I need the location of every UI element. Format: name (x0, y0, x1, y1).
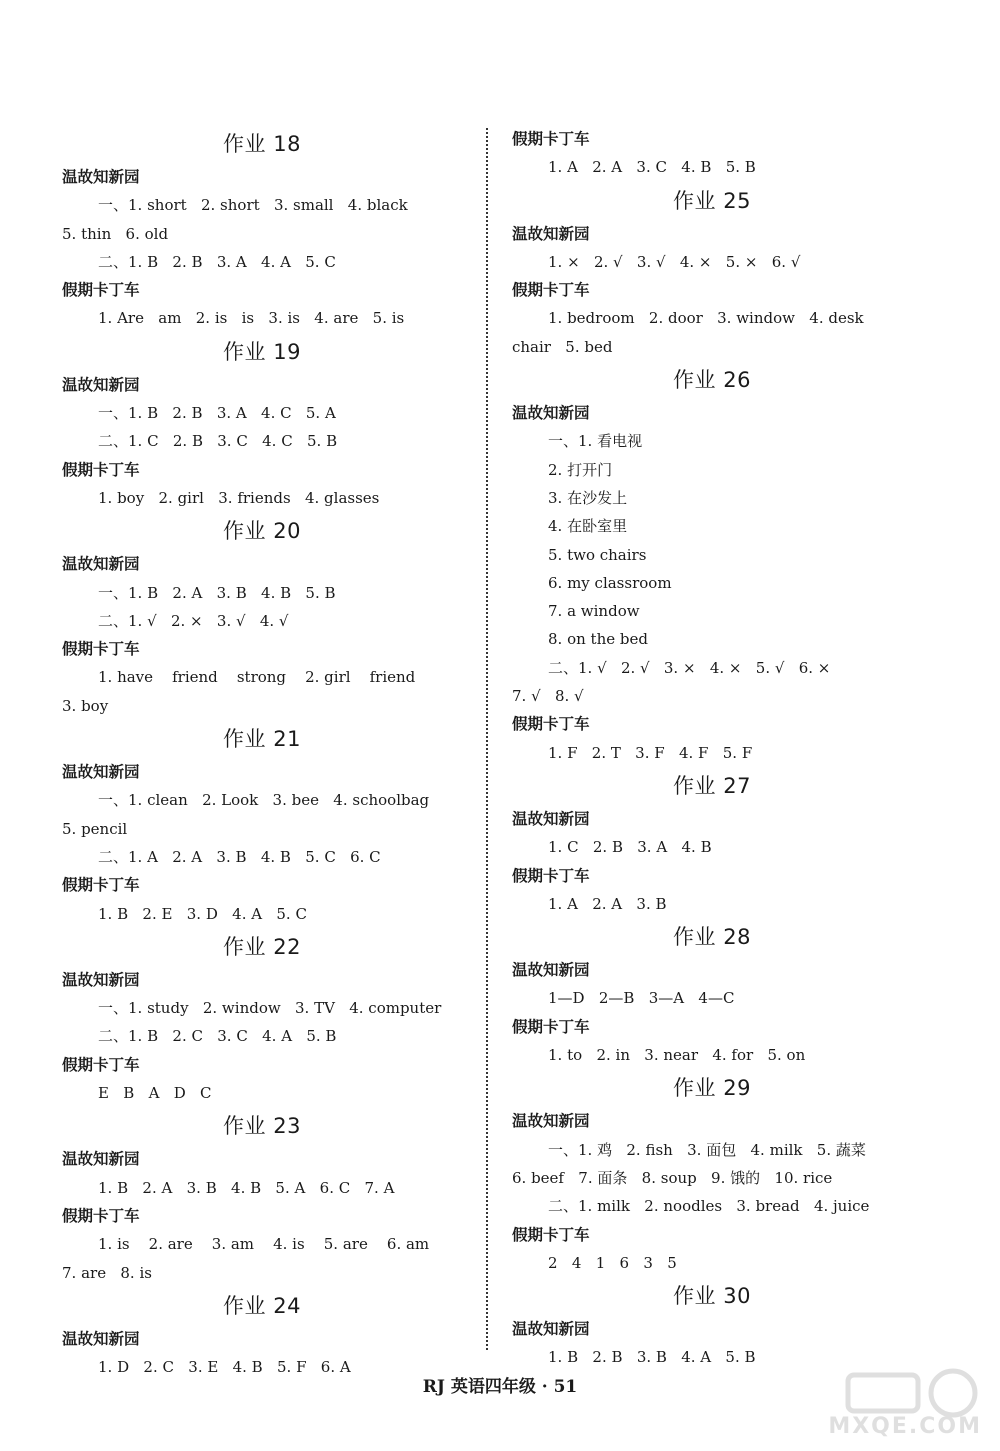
answer-line: 1. B 2. A 3. B 4. B 5. A 6. C 7. A (98, 1178, 395, 1197)
section-heading: 假期卡丁车 (512, 281, 590, 300)
answer-line: 1. A 2. A 3. B (548, 894, 667, 913)
answer-line: 1. D 2. C 3. E 4. B 5. F 6. A (98, 1358, 351, 1377)
answer-line: 1. Are am 2. is is 3. is 4. are 5. is (98, 309, 405, 328)
section-heading: 温故知新园 (62, 375, 140, 394)
answer-line: 二、1. B 2. B 3. A 4. A 5. C (98, 252, 336, 271)
section-heading: 假期卡丁车 (512, 1017, 590, 1036)
answer-line: 1. C 2. B 3. A 4. B (548, 838, 712, 857)
answer-line: 5. two chairs (548, 545, 647, 564)
section-heading: 假期卡丁车 (62, 460, 140, 479)
homework-title: 作业 22 (223, 934, 301, 959)
section-heading: 温故知新园 (512, 404, 590, 423)
watermark-text: MXQE.COM (828, 1414, 982, 1439)
section-heading: 假期卡丁车 (62, 1206, 140, 1225)
section-heading: 温故知新园 (62, 763, 140, 782)
right-column (512, 125, 912, 1372)
answer-line: 1. to 2. in 3. near 4. for 5. on (548, 1046, 806, 1065)
answer-line: 二、1. √ 2. × 3. √ 4. √ (98, 611, 289, 630)
answer-line: 7. are 8. is (62, 1263, 152, 1282)
answer-line: 8. on the bed (548, 630, 648, 649)
answer-line: 7. √ 8. √ (512, 687, 584, 706)
section-heading: 假期卡丁车 (512, 1225, 590, 1244)
answer-line: 1. bedroom 2. door 3. window 4. desk (548, 309, 864, 328)
answer-line: 二、1. B 2. C 3. C 4. A 5. B (98, 1027, 337, 1046)
answer-line: 5. thin 6. old (62, 224, 169, 243)
answer-line: 一、1. short 2. short 3. small 4. black (98, 196, 408, 215)
homework-title: 作业 24 (223, 1293, 301, 1318)
answer-line: E B A D C (98, 1084, 212, 1103)
section-heading: 温故知新园 (512, 1112, 590, 1131)
answer-line: 4. 在卧室里 (548, 517, 628, 536)
answer-line: 二、1. √ 2. √ 3. × 4. × 5. √ 6. × (548, 658, 831, 677)
answer-line: 二、1. C 2. B 3. C 4. C 5. B (98, 432, 338, 451)
page-footer: RJ 英语四年级 · 51 (422, 1377, 578, 1397)
answer-line: 一、1. study 2. window 3. TV 4. computer (98, 999, 442, 1018)
answer-line: 一、1. clean 2. Look 3. bee 4. schoolbag (98, 791, 430, 810)
answer-line: 7. a window (548, 602, 640, 621)
answer-line: 1. boy 2. girl 3. friends 4. glasses (98, 488, 380, 507)
section-heading: 假期卡丁车 (512, 130, 590, 148)
answer-line: 2. 打开门 (548, 460, 613, 479)
answer-line: 2 4 1 6 3 5 (548, 1253, 677, 1272)
homework-title: 作业 21 (223, 727, 301, 752)
answer-line: 二、1. A 2. A 3. B 4. B 5. C 6. C (98, 847, 381, 866)
section-heading: 温故知新园 (512, 809, 590, 828)
answer-line: 1. × 2. √ 3. √ 4. × 5. × 6. √ (548, 252, 801, 271)
section-heading: 假期卡丁车 (512, 715, 590, 734)
section-heading: 温故知新园 (62, 1150, 140, 1169)
answer-line: 一、1. 鸡 2. fish 3. 面包 4. milk 5. 蔬菜 (548, 1140, 866, 1159)
answer-line: 一、1. B 2. B 3. A 4. C 5. A (98, 404, 336, 423)
section-heading: 温故知新园 (62, 970, 140, 989)
answer-line: 1—D 2—B 3—A 4—C (548, 989, 735, 1008)
section-heading: 温故知新园 (512, 1320, 590, 1339)
homework-title: 作业 23 (223, 1114, 301, 1139)
answer-line: 二、1. milk 2. noodles 3. bread 4. juice (548, 1197, 870, 1216)
homework-title: 作业 30 (673, 1284, 751, 1309)
answer-line: 5. pencil (62, 819, 128, 838)
homework-title: 作业 19 (223, 339, 301, 364)
answer-line: chair 5. bed (512, 337, 613, 356)
homework-title: 作业 26 (673, 368, 751, 393)
section-heading: 温故知新园 (62, 168, 140, 186)
answer-line: 1. B 2. E 3. D 4. A 5. C (98, 904, 307, 923)
section-heading: 温故知新园 (62, 1329, 140, 1348)
section-heading: 假期卡丁车 (62, 281, 140, 300)
section-heading: 假期卡丁车 (62, 640, 140, 659)
homework-title: 作业 20 (223, 519, 301, 544)
answer-line: 1. B 2. B 3. B 4. A 5. B (548, 1348, 756, 1367)
answer-line: 6. beef 7. 面条 8. soup 9. 饿的 10. rice (512, 1168, 833, 1187)
section-heading: 温故知新园 (62, 555, 140, 574)
answer-line: 1. A 2. A 3. C 4. B 5. B (548, 158, 756, 177)
homework-title: 作业 28 (673, 925, 751, 950)
homework-title: 作业 27 (673, 773, 751, 798)
section-heading: 温故知新园 (512, 961, 590, 980)
section-heading: 假期卡丁车 (62, 1055, 140, 1074)
section-heading: 假期卡丁车 (62, 876, 140, 895)
answer-line: 一、1. B 2. A 3. B 4. B 5. B (98, 583, 336, 602)
left-column (62, 125, 462, 1381)
answer-line: 6. my classroom (548, 573, 672, 592)
homework-title: 作业 29 (673, 1076, 751, 1101)
section-heading: 温故知新园 (512, 224, 590, 243)
watermark-logo (828, 1363, 988, 1443)
answer-line: 3. 在沙发上 (548, 488, 628, 507)
answer-line: 1. have friend strong 2. girl friend (98, 668, 416, 687)
column-divider (486, 128, 488, 1350)
answer-line: 一、1. 看电视 (548, 432, 643, 451)
answer-line: 1. F 2. T 3. F 4. F 5. F (548, 743, 753, 762)
answer-line: 3. boy (62, 696, 109, 715)
homework-title: 作业 18 (223, 132, 301, 156)
homework-title: 作业 25 (673, 188, 751, 213)
section-heading: 假期卡丁车 (512, 866, 590, 885)
answer-line: 1. is 2. are 3. am 4. is 5. are 6. am (98, 1235, 430, 1254)
